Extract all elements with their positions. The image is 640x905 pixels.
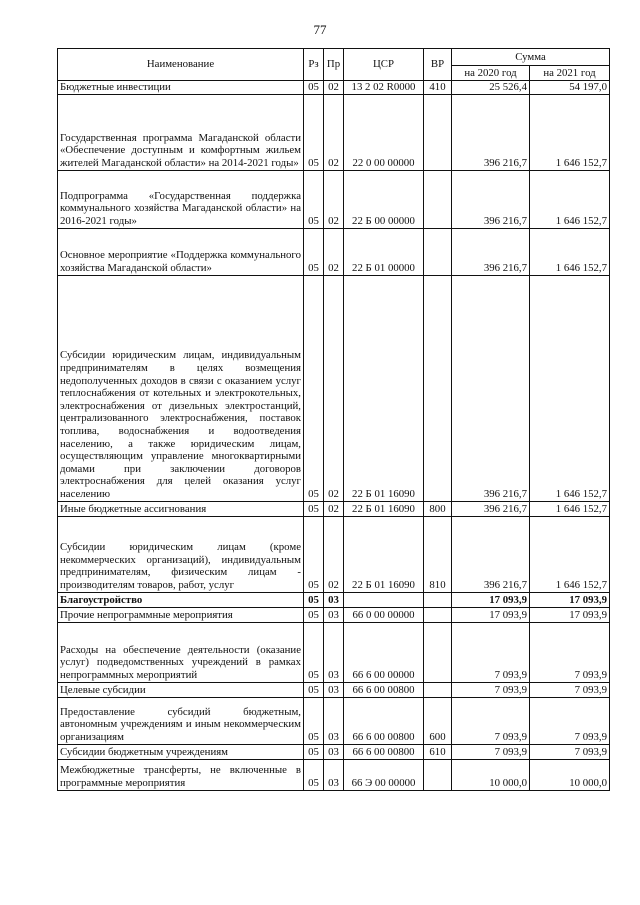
- cell-name: Благоустройство: [58, 592, 304, 607]
- cell-sum-2020: 7 093,9: [452, 697, 530, 744]
- cell-sum-2020: 396 216,7: [452, 170, 530, 228]
- cell-name: Субсидии бюджетным учреждениям: [58, 744, 304, 759]
- cell-csr: [344, 592, 424, 607]
- header-vr: ВР: [424, 49, 452, 81]
- header-name: Наименование: [58, 49, 304, 81]
- cell-vr: [424, 622, 452, 682]
- cell-pr: 03: [324, 607, 344, 622]
- cell-pr: 02: [324, 275, 344, 501]
- cell-vr: 610: [424, 744, 452, 759]
- cell-sum-2021: 17 093,9: [530, 607, 610, 622]
- cell-vr: [424, 94, 452, 170]
- table-header: [58, 49, 610, 81]
- cell-csr: 22 Б 01 16090: [344, 501, 424, 516]
- cell-rz: 05: [304, 228, 324, 275]
- cell-name: Иные бюджетные ассигнования: [58, 501, 304, 516]
- cell-csr: 22 0 00 00000: [344, 94, 424, 170]
- table-row: [58, 275, 610, 501]
- header-csr: ЦСР: [344, 49, 424, 81]
- cell-rz: 05: [304, 592, 324, 607]
- cell-vr: 800: [424, 501, 452, 516]
- cell-sum-2021: 10 000,0: [530, 759, 610, 790]
- cell-csr: 22 Б 01 00000: [344, 228, 424, 275]
- table-row: [58, 607, 610, 622]
- cell-pr: 02: [324, 516, 344, 592]
- cell-csr: 66 6 00 00800: [344, 744, 424, 759]
- cell-sum-2021: 1 646 152,7: [530, 94, 610, 170]
- cell-name: Прочие непрограммные мероприятия: [58, 607, 304, 622]
- header-year-2021: на 2021 год: [530, 66, 610, 81]
- budget-table: [57, 48, 610, 791]
- cell-sum-2021: 1 646 152,7: [530, 170, 610, 228]
- cell-sum-2020: 396 216,7: [452, 516, 530, 592]
- header-pr: Пр: [324, 49, 344, 81]
- cell-csr: 22 Б 01 16090: [344, 516, 424, 592]
- table-row: [58, 682, 610, 697]
- cell-vr: 410: [424, 81, 452, 95]
- cell-sum-2020: 7 093,9: [452, 744, 530, 759]
- table-row: [58, 516, 610, 592]
- header-sum: Сумма: [452, 49, 610, 66]
- table-row: [58, 170, 610, 228]
- cell-vr: 600: [424, 697, 452, 744]
- header-rz: Рз: [304, 49, 324, 81]
- table-row: [58, 697, 610, 744]
- cell-rz: 05: [304, 682, 324, 697]
- cell-vr: [424, 682, 452, 697]
- cell-sum-2020: 396 216,7: [452, 228, 530, 275]
- cell-rz: 05: [304, 94, 324, 170]
- cell-sum-2021: 54 197,0: [530, 81, 610, 95]
- cell-name: Подпрограмма «Государственная поддержка коммунального хозяйства Магаданской области» на 2016-2021 годы»: [58, 170, 304, 228]
- cell-vr: [424, 607, 452, 622]
- cell-sum-2021: 7 093,9: [530, 622, 610, 682]
- cell-pr: 02: [324, 501, 344, 516]
- cell-csr: 66 Э 00 00000: [344, 759, 424, 790]
- cell-vr: 810: [424, 516, 452, 592]
- cell-sum-2020: 7 093,9: [452, 682, 530, 697]
- cell-name: Целевые субсидии: [58, 682, 304, 697]
- cell-sum-2020: 17 093,9: [452, 592, 530, 607]
- cell-vr: [424, 592, 452, 607]
- cell-vr: [424, 275, 452, 501]
- cell-pr: 02: [324, 94, 344, 170]
- table-row: [58, 744, 610, 759]
- table-row: [58, 81, 610, 95]
- table-row: [58, 228, 610, 275]
- cell-sum-2021: 1 646 152,7: [530, 228, 610, 275]
- cell-rz: 05: [304, 501, 324, 516]
- cell-rz: 05: [304, 275, 324, 501]
- cell-rz: 05: [304, 81, 324, 95]
- cell-pr: 03: [324, 759, 344, 790]
- cell-name: Государственная программа Магаданской области «Обеспечение доступным и комфортным жильем жителей Магаданской области» на 2014-2021 годы»: [58, 94, 304, 170]
- cell-rz: 05: [304, 170, 324, 228]
- cell-vr: [424, 170, 452, 228]
- cell-name: Межбюджетные трансферты, не включенные в программные мероприятия: [58, 759, 304, 790]
- cell-csr: 66 0 00 00000: [344, 607, 424, 622]
- cell-sum-2021: 7 093,9: [530, 682, 610, 697]
- cell-csr: 66 6 00 00800: [344, 682, 424, 697]
- cell-name: Предоставление субсидий бюджетным, автономным учреждениям и иным некоммерческим организациям: [58, 697, 304, 744]
- cell-pr: 03: [324, 622, 344, 682]
- cell-csr: 66 6 00 00800: [344, 697, 424, 744]
- cell-sum-2020: 396 216,7: [452, 501, 530, 516]
- cell-pr: 02: [324, 81, 344, 95]
- cell-vr: [424, 759, 452, 790]
- cell-pr: 03: [324, 592, 344, 607]
- cell-rz: 05: [304, 516, 324, 592]
- table-row: [58, 622, 610, 682]
- cell-sum-2020: 396 216,7: [452, 94, 530, 170]
- cell-pr: 02: [324, 170, 344, 228]
- cell-sum-2021: 1 646 152,7: [530, 516, 610, 592]
- cell-sum-2021: 7 093,9: [530, 697, 610, 744]
- table-row: [58, 592, 610, 607]
- cell-sum-2021: 17 093,9: [530, 592, 610, 607]
- cell-name: Субсидии юридическим лицам (кроме некоммерческих организаций), индивидуальным предпринимателям, физическим лицам - производителям товаров, работ, услуг: [58, 516, 304, 592]
- cell-name: Основное мероприятие «Поддержка коммунального хозяйства Магаданской области»: [58, 228, 304, 275]
- cell-pr: 02: [324, 228, 344, 275]
- cell-sum-2020: 17 093,9: [452, 607, 530, 622]
- cell-pr: 03: [324, 682, 344, 697]
- cell-pr: 03: [324, 744, 344, 759]
- cell-vr: [424, 228, 452, 275]
- cell-name: Субсидии юридическим лицам, индивидуальным предпринимателям в целях возмещения недополученных доходов в связи с оказанием услуг теплоснабжения от котельных и электрокотельных, электроснабжения от дизельных электростанций, централизованного электроснабжения, поставок топлива, водоснабжения и водоотведения населению, а также юридическим лицам, осуществляющим управление многоквартирными домами при заключении договоров электроснабжения для целей оказания услуг населению: [58, 275, 304, 501]
- cell-rz: 05: [304, 759, 324, 790]
- page-number: 77: [313, 22, 327, 37]
- cell-csr: 22 Б 00 00000: [344, 170, 424, 228]
- cell-rz: 05: [304, 744, 324, 759]
- cell-sum-2020: 25 526,4: [452, 81, 530, 95]
- cell-sum-2021: 1 646 152,7: [530, 501, 610, 516]
- header-year-2020: на 2020 год: [452, 66, 530, 81]
- cell-rz: 05: [304, 607, 324, 622]
- cell-sum-2020: 396 216,7: [452, 275, 530, 501]
- cell-pr: 03: [324, 697, 344, 744]
- table-row: [58, 94, 610, 170]
- table-row: [58, 501, 610, 516]
- cell-name: Бюджетные инвестиции: [58, 81, 304, 95]
- cell-name: Расходы на обеспечение деятельности (оказание услуг) подведомственных учреждений в рамках непрограммных мероприятий: [58, 622, 304, 682]
- cell-csr: 22 Б 01 16090: [344, 275, 424, 501]
- cell-rz: 05: [304, 697, 324, 744]
- table-body: [58, 81, 610, 791]
- cell-sum-2020: 10 000,0: [452, 759, 530, 790]
- cell-sum-2021: 1 646 152,7: [530, 275, 610, 501]
- table-row: [58, 759, 610, 790]
- cell-sum-2021: 7 093,9: [530, 744, 610, 759]
- cell-sum-2020: 7 093,9: [452, 622, 530, 682]
- cell-csr: 66 6 00 00000: [344, 622, 424, 682]
- cell-csr: 13 2 02 R0000: [344, 81, 424, 95]
- cell-rz: 05: [304, 622, 324, 682]
